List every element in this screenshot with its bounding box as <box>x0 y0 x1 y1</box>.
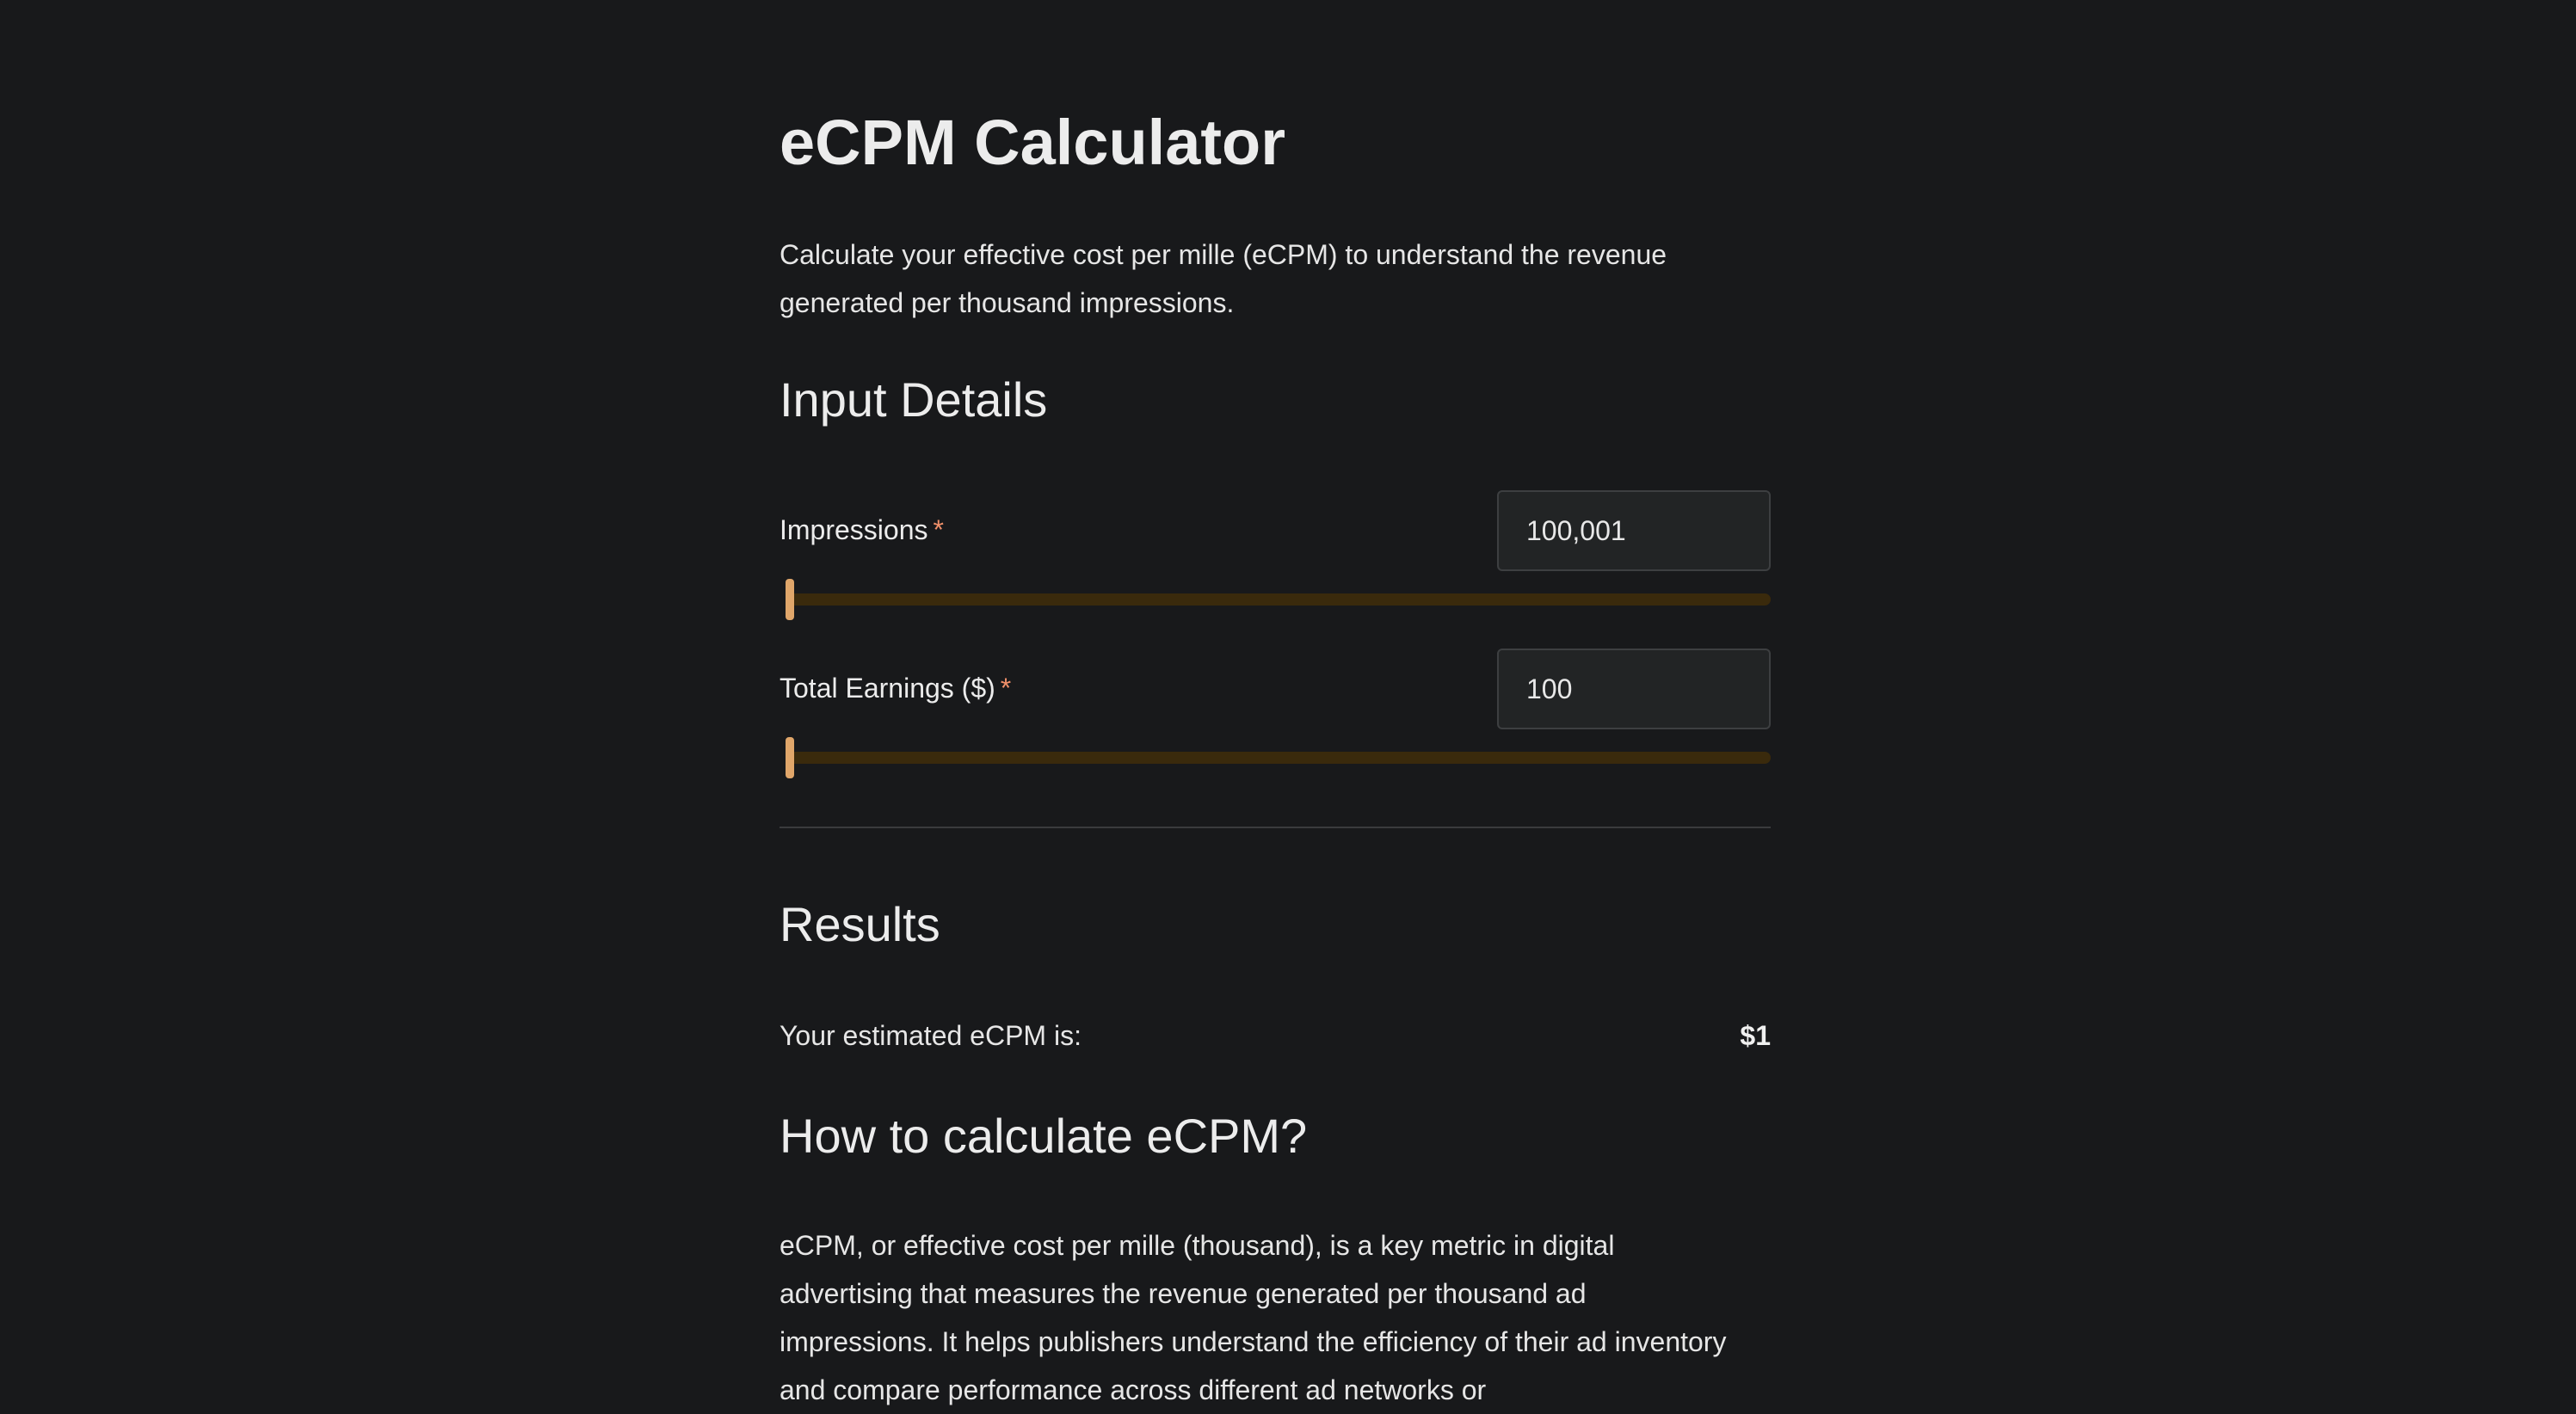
section-divider <box>780 827 1771 828</box>
earnings-label-text: Total Earnings ($) <box>780 673 995 704</box>
result-label: Your estimated eCPM is: <box>780 1020 1082 1051</box>
earnings-slider-thumb[interactable] <box>786 737 794 778</box>
earnings-label <box>780 671 1011 705</box>
required-mark: * <box>1000 673 1012 704</box>
results-heading: Results <box>780 897 940 951</box>
ecpm-result-value: $1 <box>1740 1020 1771 1051</box>
impressions-slider-thumb[interactable] <box>786 579 794 620</box>
impressions-input[interactable] <box>1497 490 1771 571</box>
page-title: eCPM Calculator <box>780 107 1286 178</box>
impressions-label <box>780 513 944 547</box>
impressions-label-text: Impressions <box>780 514 928 545</box>
intro-text: Calculate your effective cost per mille (eCPM) to understand the revenue generated per thousand impressions. <box>780 239 1667 318</box>
required-mark: * <box>933 514 944 545</box>
input-details-heading: Input Details <box>780 372 1048 427</box>
earnings-input[interactable] <box>1497 649 1771 729</box>
result-row <box>780 1018 1771 1053</box>
how-to-heading: How to calculate eCPM? <box>780 1109 1308 1163</box>
explanation-text: eCPM, or effective cost per mille (thousand), is a key metric in digital advertising that measures the revenue generated per thousand ad impressions. It helps publishers understand the efficiency of their ad inventory and compare performance across different ad networks or <box>780 1230 1727 1405</box>
impressions-slider-track[interactable] <box>786 593 1771 606</box>
earnings-slider-track[interactable] <box>786 752 1771 764</box>
